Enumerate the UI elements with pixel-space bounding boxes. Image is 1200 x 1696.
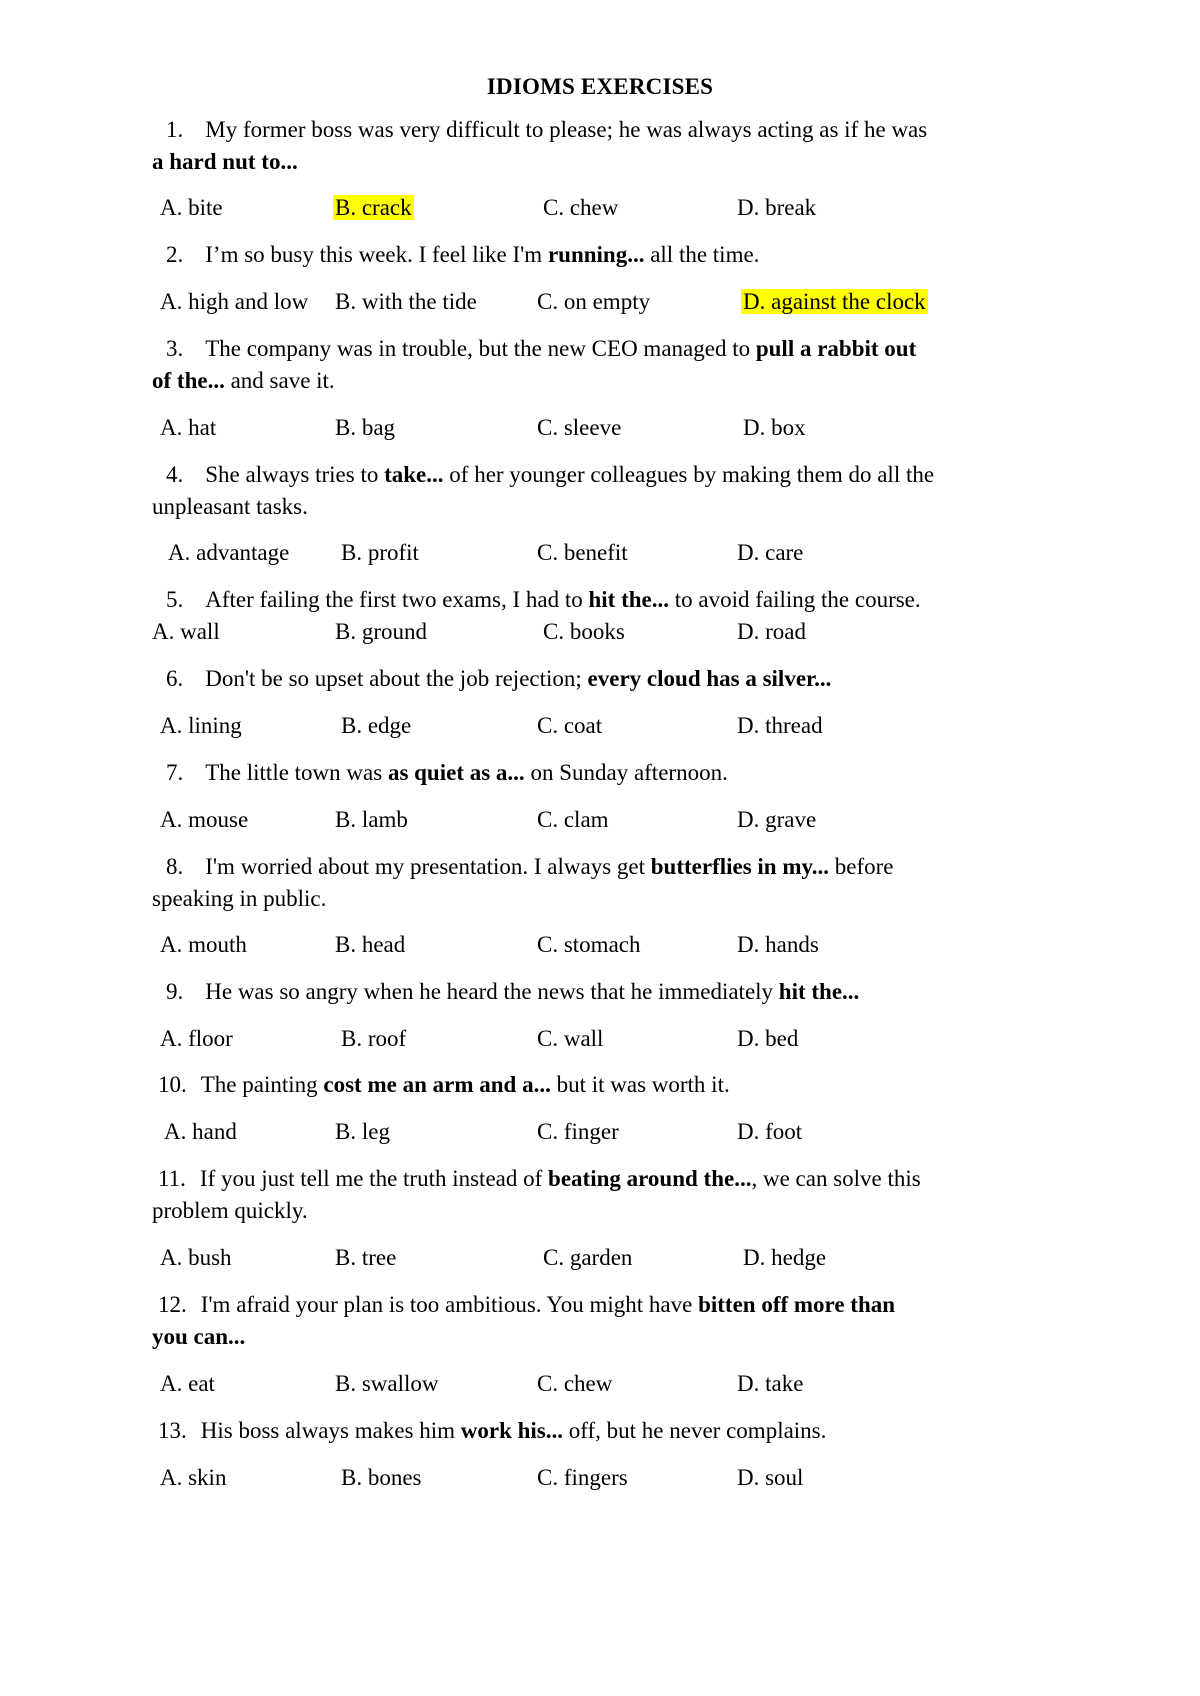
- option-b: B. lamb: [335, 807, 408, 832]
- question-number: 7.: [166, 760, 184, 785]
- option-b: B. leg: [335, 1119, 390, 1144]
- question-text: I’m so busy this week. I feel like I'm: [205, 242, 548, 267]
- option-b: B. bones: [341, 1465, 422, 1490]
- option-a: A. high and low: [160, 289, 309, 314]
- option-c: C. wall: [537, 1026, 604, 1051]
- question-13: [150, 1414, 1050, 1448]
- option-a: A. wall: [152, 619, 220, 644]
- option-b: B. edge: [341, 713, 412, 738]
- question-text-end: all the time.: [644, 242, 760, 267]
- question-text-end: , we can solve this: [751, 1166, 921, 1191]
- question-5: [158, 583, 1058, 617]
- question-text: His boss always makes him: [200, 1418, 461, 1443]
- question-text: I'm afraid your plan is too ambitious. You might have: [200, 1292, 699, 1317]
- idiom-text: beating around the...: [548, 1166, 752, 1191]
- option-a: A. bite: [160, 195, 223, 220]
- question-number: 9.: [166, 979, 184, 1004]
- option-a: A. hand: [164, 1119, 237, 1144]
- option-d: D. thread: [737, 713, 823, 738]
- option-b: B. with the tide: [335, 289, 477, 314]
- option-d: [741, 285, 928, 319]
- page-title: IDIOMS EXERCISES: [486, 74, 714, 99]
- option-b: B. ground: [335, 619, 427, 644]
- option-a: A. lining: [160, 713, 242, 738]
- idiom-text: every cloud has a silver...: [587, 666, 832, 691]
- option-b: B. profit: [341, 540, 419, 565]
- option-b: B. swallow: [335, 1371, 439, 1396]
- option-d: D. road: [737, 619, 806, 644]
- idiom-text: as quiet as a...: [387, 760, 525, 785]
- question-text-end: and save it.: [224, 368, 335, 393]
- option-c: C. garden: [543, 1245, 633, 1270]
- question-number: 10.: [158, 1072, 187, 1097]
- idiom-text: hit the...: [778, 979, 860, 1004]
- question-text: The company was in trouble, but the new CEO managed to: [205, 336, 756, 361]
- question-text: The painting: [200, 1072, 324, 1097]
- question-1: [158, 113, 1058, 147]
- option-d: D. break: [737, 195, 817, 220]
- idiom-text: running...: [547, 242, 645, 267]
- option-d: D. box: [743, 415, 806, 440]
- question-number: 12.: [158, 1292, 187, 1317]
- option-d: D. bed: [737, 1026, 799, 1051]
- highlighted-answer: D. against the clock: [743, 289, 926, 314]
- option-c: C. sleeve: [537, 415, 622, 440]
- option-b: B. bag: [335, 415, 396, 440]
- option-c: C. chew: [537, 1371, 613, 1396]
- idiom-text: pull a rabbit out: [755, 336, 917, 361]
- question-number: 8.: [166, 854, 184, 879]
- question-3-line-2: [152, 364, 335, 398]
- question-text-end: to avoid failing the course.: [668, 587, 921, 612]
- question-8-line-2: speaking in public.: [152, 886, 327, 911]
- option-c: C. stomach: [537, 932, 641, 957]
- question-text: She always tries to: [205, 462, 385, 487]
- question-text-end: off, but he never complains.: [563, 1418, 827, 1443]
- question-text: The little town was: [205, 760, 388, 785]
- question-text-end: on Sunday afternoon.: [524, 760, 728, 785]
- question-2: [158, 238, 1058, 272]
- option-a: A. mouse: [160, 807, 249, 832]
- question-number: 1.: [166, 117, 184, 142]
- option-a: A. skin: [160, 1465, 227, 1490]
- option-c: C. chew: [543, 195, 619, 220]
- question-12: [150, 1288, 1050, 1322]
- question-number: 5.: [166, 587, 184, 612]
- option-b: B. tree: [335, 1245, 397, 1270]
- option-c: C. clam: [537, 807, 609, 832]
- question-number: 4.: [166, 462, 184, 487]
- question-4-line-2: unpleasant tasks.: [152, 494, 308, 519]
- question-number: 6.: [166, 666, 184, 691]
- question-9: [158, 975, 1058, 1009]
- question-text-end: of her younger colleagues by making them do all the: [443, 462, 935, 487]
- idiom-text: work his...: [460, 1418, 564, 1443]
- question-1-line-2: [152, 145, 298, 179]
- option-d: D. soul: [737, 1465, 804, 1490]
- option-d: D. hedge: [743, 1245, 827, 1270]
- question-number: 13.: [158, 1418, 187, 1443]
- idiom-text: you can...: [152, 1324, 246, 1349]
- option-a: A. floor: [160, 1026, 233, 1051]
- option-d: D. care: [737, 540, 804, 565]
- idiom-text: of the...: [152, 368, 225, 393]
- question-11-line-2: problem quickly.: [152, 1198, 308, 1223]
- idiom-text: bitten off more than: [698, 1292, 896, 1317]
- option-b: B. roof: [341, 1026, 407, 1051]
- highlighted-answer: B. crack: [335, 195, 412, 220]
- option-b: [333, 191, 414, 225]
- question-text: If you just tell me the truth instead of: [199, 1166, 549, 1191]
- option-c: C. books: [543, 619, 625, 644]
- option-d: D. grave: [737, 807, 817, 832]
- question-8: [158, 850, 1058, 884]
- option-d: D. hands: [737, 932, 819, 957]
- question-text-end: but it was worth it.: [550, 1072, 730, 1097]
- option-a: A. hat: [160, 415, 217, 440]
- option-a: A. eat: [160, 1371, 215, 1396]
- question-number: 11.: [158, 1166, 186, 1191]
- question-4: [158, 458, 1058, 492]
- option-c: C. fingers: [537, 1465, 628, 1490]
- idiom-text: hit the...: [588, 587, 669, 612]
- idiom-text: butterflies in my...: [650, 854, 829, 879]
- question-10: [150, 1068, 1050, 1102]
- question-text: Don't be so upset about the job rejection;: [205, 666, 588, 691]
- question-7: [158, 756, 1058, 790]
- option-a: A. advantage: [168, 540, 290, 565]
- option-d: D. take: [737, 1371, 804, 1396]
- question-number: 2.: [166, 242, 184, 267]
- question-number: 3.: [166, 336, 184, 361]
- option-c: C. on empty: [537, 289, 651, 314]
- question-6: [158, 662, 1058, 696]
- question-3: [158, 332, 1058, 366]
- question-12-line-2: [152, 1320, 245, 1354]
- question-text: I'm worried about my presentation. I always get: [205, 854, 651, 879]
- question-11: [150, 1162, 1050, 1196]
- question-text: After failing the first two exams, I had to: [205, 587, 589, 612]
- option-a: A. bush: [160, 1245, 232, 1270]
- option-b: B. head: [335, 932, 406, 957]
- question-text-end: before: [829, 854, 894, 879]
- option-c: C. coat: [537, 713, 603, 738]
- option-a: A. mouth: [160, 932, 247, 957]
- idiom-text: a hard nut to...: [152, 149, 298, 174]
- question-text: He was so angry when he heard the news that he immediately: [205, 979, 779, 1004]
- question-text: My former boss was very difficult to please; he was always acting as if he was: [205, 117, 928, 142]
- option-c: C. finger: [537, 1119, 619, 1144]
- option-c: C. benefit: [537, 540, 628, 565]
- idiom-text: take...: [384, 462, 444, 487]
- idiom-text: cost me an arm and a...: [323, 1072, 551, 1097]
- option-d: D. foot: [737, 1119, 803, 1144]
